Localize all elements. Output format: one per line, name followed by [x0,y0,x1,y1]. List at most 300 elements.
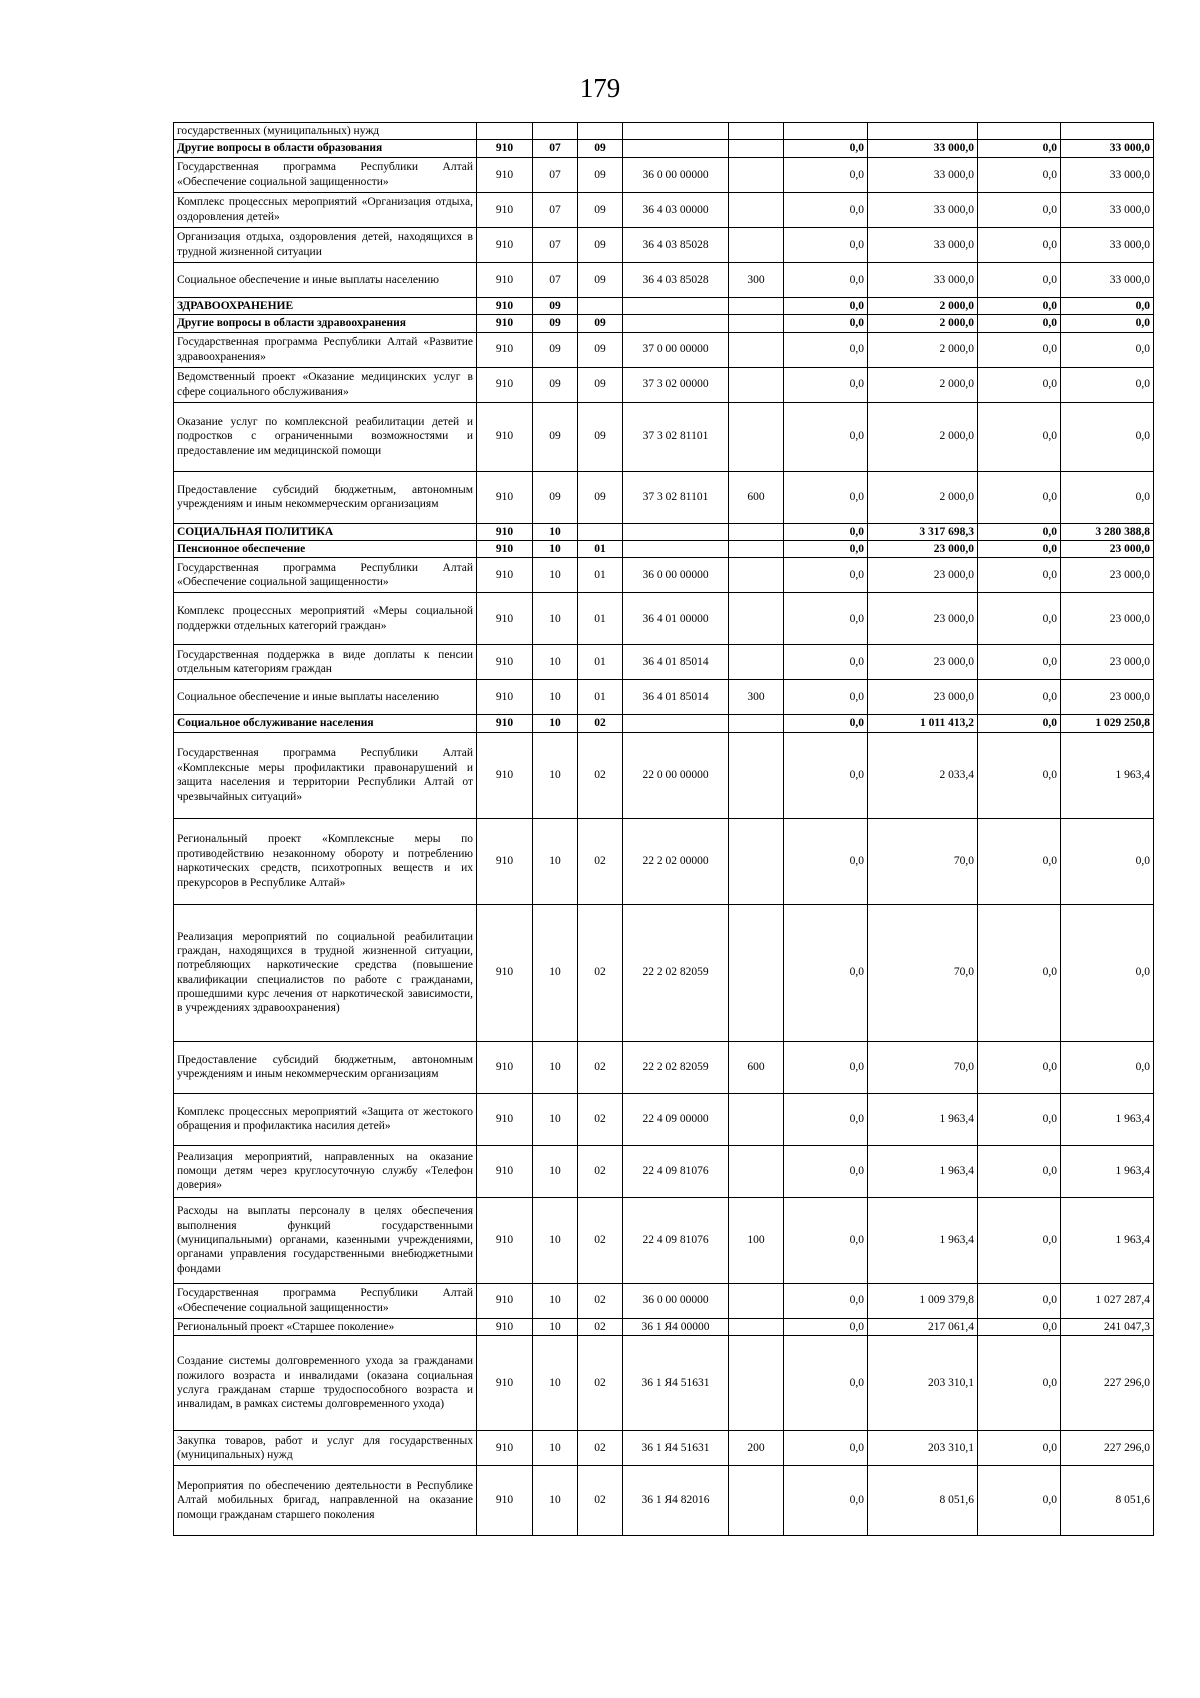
row-target-article-cell: 36 1 Я4 00000 [623,1318,729,1335]
row-grbs-cell: 910 [477,645,533,680]
row-name-cell: Комплекс процессных мероприятий «Меры социальной поддержки отдельных категорий граждан» [174,593,477,645]
row-expense-type-cell [729,1318,784,1335]
row-section-cell: 10 [533,558,578,593]
row-value-3-cell: 0,0 [978,1336,1061,1431]
row-value-1-cell: 0,0 [784,1041,868,1093]
row-expense-type-cell: 300 [729,262,784,297]
row-name-cell: Реализация мероприятий по социальной реабилитации граждан, находящихся в трудной жизненной ситуации, потребляющих наркотические средства (повышение квалификации специалистов по работе с гражданами, прошедшими курс лечения от наркотической зависимости, в учреждениях здравоохранения) [174,904,477,1041]
row-name-cell: Предоставление субсидий бюджетным, автономным учреждениям и иным некоммерческим организациям [174,1041,477,1093]
row-value-4-cell: 1 963,4 [1061,1145,1154,1197]
row-value-1-cell: 0,0 [784,818,868,904]
row-value-3-cell: 0,0 [978,192,1061,227]
row-target-article-cell: 36 1 Я4 51631 [623,1431,729,1466]
row-value-4-cell: 33 000,0 [1061,192,1154,227]
row-grbs-cell: 910 [477,558,533,593]
row-name-cell: Другие вопросы в области здравоохранения [174,315,477,332]
row-value-3-cell: 0,0 [978,1197,1061,1283]
row-grbs-cell: 910 [477,332,533,367]
row-grbs-cell: 910 [477,1318,533,1335]
row-name-cell: Государственная программа Республики Алтай «Обеспечение социальной защищенности» [174,1283,477,1318]
row-grbs-cell: 910 [477,680,533,715]
budget-table [173,122,1154,1536]
row-value-4-cell: 23 000,0 [1061,645,1154,680]
row-section-cell: 10 [533,680,578,715]
row-value-4-cell: 1 029 250,8 [1061,715,1154,732]
row-value-2-cell: 33 000,0 [868,192,978,227]
row-value-3-cell: 0,0 [978,680,1061,715]
row-value-3-cell [978,123,1061,140]
row-section-cell: 10 [533,1336,578,1431]
row-grbs-cell: 910 [477,1431,533,1466]
row-expense-type-cell [729,818,784,904]
row-value-2-cell: 1 009 379,8 [868,1283,978,1318]
row-value-2-cell: 2 033,4 [868,732,978,818]
row-name-cell: Создание системы долговременного ухода за гражданами пожилого возраста и инвалидами (оказана социальная услуга гражданам старше трудоспособного возраста и инвалидам, в рамках системы долговременного ухода) [174,1336,477,1431]
row-grbs-cell: 910 [477,715,533,732]
row-target-article-cell [623,297,729,314]
row-name-cell: Закупка товаров, работ и услуг для государственных (муниципальных) нужд [174,1431,477,1466]
row-target-article-cell: 36 1 Я4 82016 [623,1466,729,1536]
row-value-2-cell: 33 000,0 [868,157,978,192]
row-name-cell: Другие вопросы в области образования [174,140,477,157]
row-expense-type-cell [729,157,784,192]
row-value-4-cell: 1 963,4 [1061,1093,1154,1145]
row-subsection-cell: 02 [578,715,623,732]
row-name-cell: Расходы на выплаты персоналу в целях обеспечения выполнения функций государственными (муниципальными) органами, казенными учреждениями, органами управления государственными внебюджетными фондами [174,1197,477,1283]
row-target-article-cell: 36 4 03 85028 [623,262,729,297]
table-row [174,540,1154,557]
row-value-3-cell: 0,0 [978,558,1061,593]
row-section-cell: 10 [533,1145,578,1197]
row-value-1-cell: 0,0 [784,402,868,471]
table-row [174,192,1154,227]
row-expense-type-cell [729,904,784,1041]
row-section-cell: 07 [533,140,578,157]
row-value-4-cell: 227 296,0 [1061,1431,1154,1466]
row-name-cell: государственных (муниципальных) нужд [174,123,477,140]
row-name-cell: Реализация мероприятий, направленных на оказание помощи детям через круглосуточную службу «Телефон доверия» [174,1145,477,1197]
row-name-cell: Региональный проект «Комплексные меры по противодействию незаконному обороту и потреблению наркотических средств, психотропных веществ и их прекурсоров в Республике Алтай» [174,818,477,904]
row-target-article-cell: 36 4 01 85014 [623,680,729,715]
row-target-article-cell: 22 0 00 00000 [623,732,729,818]
row-value-4-cell: 1 027 287,4 [1061,1283,1154,1318]
row-subsection-cell: 01 [578,645,623,680]
row-target-article-cell: 36 4 03 85028 [623,227,729,262]
table-row [174,1283,1154,1318]
row-grbs-cell: 910 [477,732,533,818]
row-subsection-cell: 02 [578,1466,623,1536]
row-expense-type-cell: 100 [729,1197,784,1283]
row-value-1-cell: 0,0 [784,332,868,367]
row-value-3-cell: 0,0 [978,157,1061,192]
row-expense-type-cell [729,1145,784,1197]
table-row [174,315,1154,332]
row-name-cell: Комплекс процессных мероприятий «Защита от жестокого обращения и профилактика насилия детей» [174,1093,477,1145]
table-row [174,732,1154,818]
row-section-cell: 10 [533,904,578,1041]
row-value-2-cell: 2 000,0 [868,297,978,314]
row-value-3-cell: 0,0 [978,904,1061,1041]
row-value-3-cell: 0,0 [978,1041,1061,1093]
row-value-2-cell: 70,0 [868,1041,978,1093]
row-expense-type-cell [729,123,784,140]
row-value-4-cell: 0,0 [1061,818,1154,904]
row-expense-type-cell [729,1336,784,1431]
table-row [174,402,1154,471]
row-expense-type-cell [729,1466,784,1536]
row-subsection-cell: 09 [578,157,623,192]
row-value-1-cell: 0,0 [784,1145,868,1197]
row-section-cell: 09 [533,402,578,471]
row-grbs-cell: 910 [477,471,533,523]
row-value-4-cell: 1 963,4 [1061,1197,1154,1283]
row-value-4-cell: 241 047,3 [1061,1318,1154,1335]
row-target-article-cell: 36 0 00 00000 [623,1283,729,1318]
row-expense-type-cell [729,1093,784,1145]
row-section-cell: 09 [533,332,578,367]
row-subsection-cell: 09 [578,471,623,523]
row-subsection-cell: 01 [578,540,623,557]
row-target-article-cell [623,123,729,140]
row-value-4-cell: 33 000,0 [1061,227,1154,262]
row-value-3-cell: 0,0 [978,315,1061,332]
row-grbs-cell: 910 [477,140,533,157]
row-value-2-cell: 33 000,0 [868,227,978,262]
row-subsection-cell: 02 [578,1041,623,1093]
row-grbs-cell: 910 [477,297,533,314]
table-row [174,645,1154,680]
row-value-3-cell: 0,0 [978,140,1061,157]
row-expense-type-cell [729,1283,784,1318]
row-name-cell: Предоставление субсидий бюджетным, автономным учреждениям и иным некоммерческим организациям [174,471,477,523]
row-section-cell: 10 [533,1318,578,1335]
row-value-1-cell: 0,0 [784,1283,868,1318]
row-target-article-cell [623,140,729,157]
row-value-2-cell: 2 000,0 [868,332,978,367]
row-value-1-cell: 0,0 [784,227,868,262]
row-value-3-cell: 0,0 [978,1283,1061,1318]
row-grbs-cell: 910 [477,1336,533,1431]
row-value-1-cell: 0,0 [784,367,868,402]
row-target-article-cell: 36 4 01 00000 [623,593,729,645]
table-row [174,262,1154,297]
table-row [174,558,1154,593]
row-section-cell: 10 [533,1197,578,1283]
row-value-1-cell: 0,0 [784,1336,868,1431]
row-value-3-cell: 0,0 [978,227,1061,262]
row-value-1-cell: 0,0 [784,732,868,818]
row-value-2-cell: 23 000,0 [868,645,978,680]
row-section-cell: 10 [533,645,578,680]
row-subsection-cell: 02 [578,1283,623,1318]
row-value-1-cell: 0,0 [784,1431,868,1466]
row-subsection-cell: 01 [578,593,623,645]
row-expense-type-cell [729,227,784,262]
row-value-3-cell: 0,0 [978,1145,1061,1197]
row-grbs-cell: 910 [477,523,533,540]
table-row [174,904,1154,1041]
row-value-2-cell: 23 000,0 [868,540,978,557]
row-section-cell: 09 [533,471,578,523]
row-section-cell: 09 [533,297,578,314]
table-row [174,227,1154,262]
row-value-3-cell: 0,0 [978,732,1061,818]
row-expense-type-cell: 200 [729,1431,784,1466]
row-value-4-cell: 3 280 388,8 [1061,523,1154,540]
row-value-4-cell: 0,0 [1061,904,1154,1041]
row-value-2-cell: 70,0 [868,818,978,904]
row-value-4-cell: 33 000,0 [1061,157,1154,192]
row-section-cell: 07 [533,262,578,297]
row-grbs-cell: 910 [477,1145,533,1197]
row-value-3-cell: 0,0 [978,540,1061,557]
row-target-article-cell: 22 2 02 82059 [623,904,729,1041]
row-subsection-cell: 02 [578,1145,623,1197]
row-value-2-cell: 1 963,4 [868,1093,978,1145]
row-target-article-cell: 36 4 01 85014 [623,645,729,680]
row-section-cell: 10 [533,540,578,557]
row-value-3-cell: 0,0 [978,715,1061,732]
row-value-2-cell: 33 000,0 [868,262,978,297]
row-grbs-cell: 910 [477,367,533,402]
row-value-2-cell: 70,0 [868,904,978,1041]
row-value-2-cell: 1 963,4 [868,1197,978,1283]
row-subsection-cell [578,297,623,314]
row-target-article-cell: 37 3 02 81101 [623,402,729,471]
row-value-1-cell: 0,0 [784,1318,868,1335]
table-row [174,1466,1154,1536]
row-target-article-cell: 37 0 00 00000 [623,332,729,367]
row-value-2-cell: 1 963,4 [868,1145,978,1197]
row-expense-type-cell [729,540,784,557]
row-grbs-cell [477,123,533,140]
row-name-cell: Комплекс процессных мероприятий «Организация отдыха, оздоровления детей» [174,192,477,227]
table-row [174,297,1154,314]
row-section-cell: 10 [533,1041,578,1093]
row-subsection-cell: 02 [578,904,623,1041]
row-grbs-cell: 910 [477,227,533,262]
row-expense-type-cell [729,645,784,680]
row-grbs-cell: 910 [477,904,533,1041]
row-value-1-cell: 0,0 [784,715,868,732]
row-name-cell: Социальное обеспечение и иные выплаты населению [174,262,477,297]
row-value-4-cell: 0,0 [1061,1041,1154,1093]
table-row [174,471,1154,523]
row-expense-type-cell [729,297,784,314]
row-value-1-cell: 0,0 [784,471,868,523]
row-section-cell: 10 [533,1466,578,1536]
row-value-1-cell: 0,0 [784,262,868,297]
row-name-cell: Мероприятия по обеспечению деятельности в Республике Алтай мобильных бригад, направленной на оказание помощи гражданам старшего поколения [174,1466,477,1536]
row-expense-type-cell [729,140,784,157]
row-grbs-cell: 910 [477,402,533,471]
row-target-article-cell: 36 0 00 00000 [623,558,729,593]
row-section-cell: 10 [533,523,578,540]
row-grbs-cell: 910 [477,315,533,332]
row-target-article-cell: 22 2 02 00000 [623,818,729,904]
row-expense-type-cell [729,402,784,471]
row-name-cell: СОЦИАЛЬНАЯ ПОЛИТИКА [174,523,477,540]
row-value-2-cell: 8 051,6 [868,1466,978,1536]
row-value-3-cell: 0,0 [978,367,1061,402]
row-subsection-cell: 02 [578,1197,623,1283]
row-name-cell: Государственная поддержка в виде доплаты к пенсии отдельным категориям граждан [174,645,477,680]
row-target-article-cell [623,523,729,540]
row-value-4-cell: 0,0 [1061,332,1154,367]
row-grbs-cell: 910 [477,1093,533,1145]
row-expense-type-cell [729,558,784,593]
row-subsection-cell: 09 [578,315,623,332]
row-target-article-cell: 36 1 Я4 51631 [623,1336,729,1431]
row-value-4-cell: 23 000,0 [1061,540,1154,557]
row-section-cell: 09 [533,367,578,402]
table-row [174,715,1154,732]
row-value-4-cell: 23 000,0 [1061,558,1154,593]
row-expense-type-cell [729,593,784,645]
row-value-2-cell: 2 000,0 [868,471,978,523]
row-name-cell: Региональный проект «Старшее поколение» [174,1318,477,1335]
row-value-3-cell: 0,0 [978,645,1061,680]
page-number: 179 [579,73,621,103]
row-value-4-cell: 0,0 [1061,315,1154,332]
table-row [174,157,1154,192]
row-target-article-cell: 37 3 02 81101 [623,471,729,523]
row-section-cell: 10 [533,593,578,645]
row-name-cell: Социальное обслуживание населения [174,715,477,732]
table-row [174,1197,1154,1283]
row-subsection-cell: 02 [578,818,623,904]
row-section-cell: 07 [533,227,578,262]
row-value-1-cell: 0,0 [784,1093,868,1145]
row-value-1-cell: 0,0 [784,904,868,1041]
row-subsection-cell: 09 [578,192,623,227]
row-value-1-cell: 0,0 [784,1197,868,1283]
row-value-4-cell: 0,0 [1061,297,1154,314]
row-name-cell: Организация отдыха, оздоровления детей, находящихся в трудной жизненной ситуации [174,227,477,262]
table-row [174,1431,1154,1466]
row-expense-type-cell: 600 [729,1041,784,1093]
row-grbs-cell: 910 [477,157,533,192]
table-row [174,367,1154,402]
row-value-2-cell: 33 000,0 [868,140,978,157]
row-subsection-cell: 01 [578,680,623,715]
row-section-cell [533,123,578,140]
row-expense-type-cell [729,192,784,227]
row-value-4-cell: 23 000,0 [1061,593,1154,645]
row-value-3-cell: 0,0 [978,1093,1061,1145]
row-grbs-cell: 910 [477,192,533,227]
row-value-4-cell: 0,0 [1061,402,1154,471]
row-value-3-cell: 0,0 [978,402,1061,471]
row-value-2-cell: 217 061,4 [868,1318,978,1335]
row-value-4-cell: 1 963,4 [1061,732,1154,818]
row-expense-type-cell [729,315,784,332]
row-value-2-cell: 2 000,0 [868,402,978,471]
table-row [174,818,1154,904]
row-value-3-cell: 0,0 [978,818,1061,904]
row-value-1-cell: 0,0 [784,558,868,593]
row-value-3-cell: 0,0 [978,1466,1061,1536]
row-expense-type-cell: 300 [729,680,784,715]
row-value-3-cell: 0,0 [978,1431,1061,1466]
row-expense-type-cell: 600 [729,471,784,523]
row-value-1-cell: 0,0 [784,157,868,192]
table-row [174,593,1154,645]
table-row [174,332,1154,367]
row-value-2-cell [868,123,978,140]
row-value-4-cell: 33 000,0 [1061,140,1154,157]
row-expense-type-cell [729,715,784,732]
row-value-3-cell: 0,0 [978,297,1061,314]
row-value-1-cell: 0,0 [784,297,868,314]
row-target-article-cell: 36 4 03 00000 [623,192,729,227]
row-expense-type-cell [729,732,784,818]
row-value-2-cell: 23 000,0 [868,680,978,715]
row-grbs-cell: 910 [477,1041,533,1093]
row-name-cell: Государственная программа Республики Алтай «Развитие здравоохранения» [174,332,477,367]
row-target-article-cell: 36 0 00 00000 [623,157,729,192]
row-value-3-cell: 0,0 [978,523,1061,540]
row-value-1-cell: 0,0 [784,523,868,540]
row-grbs-cell: 910 [477,1197,533,1283]
row-name-cell: Социальное обеспечение и иные выплаты населению [174,680,477,715]
row-value-1-cell: 0,0 [784,645,868,680]
row-subsection-cell: 09 [578,367,623,402]
row-name-cell: Государственная программа Республики Алтай «Комплексные меры профилактики правонарушений и защита населения и территории Республики Алтай от чрезвычайных ситуаций» [174,732,477,818]
row-value-3-cell: 0,0 [978,471,1061,523]
row-value-1-cell: 0,0 [784,540,868,557]
row-subsection-cell: 02 [578,732,623,818]
row-grbs-cell: 910 [477,818,533,904]
row-section-cell: 10 [533,1093,578,1145]
table-row [174,1041,1154,1093]
row-value-4-cell: 227 296,0 [1061,1336,1154,1431]
row-section-cell: 10 [533,732,578,818]
row-grbs-cell: 910 [477,540,533,557]
row-subsection-cell [578,523,623,540]
row-value-2-cell: 3 317 698,3 [868,523,978,540]
row-subsection-cell: 09 [578,332,623,367]
budget-table-body [174,123,1154,1536]
row-value-2-cell: 23 000,0 [868,558,978,593]
row-section-cell: 07 [533,157,578,192]
row-grbs-cell: 910 [477,1466,533,1536]
row-value-4-cell [1061,123,1154,140]
row-section-cell: 10 [533,1283,578,1318]
row-section-cell: 10 [533,1431,578,1466]
row-subsection-cell: 02 [578,1336,623,1431]
row-value-4-cell: 23 000,0 [1061,680,1154,715]
row-section-cell: 10 [533,715,578,732]
table-row [174,123,1154,140]
row-value-4-cell: 0,0 [1061,367,1154,402]
row-value-3-cell: 0,0 [978,262,1061,297]
table-row [174,1145,1154,1197]
row-target-article-cell [623,540,729,557]
row-subsection-cell: 01 [578,558,623,593]
row-target-article-cell: 22 4 09 81076 [623,1145,729,1197]
table-row [174,1336,1154,1431]
row-grbs-cell: 910 [477,593,533,645]
row-value-3-cell: 0,0 [978,1318,1061,1335]
table-row [174,1318,1154,1335]
row-value-2-cell: 1 011 413,2 [868,715,978,732]
row-subsection-cell: 09 [578,140,623,157]
row-name-cell: Пенсионное обеспечение [174,540,477,557]
row-value-1-cell: 0,0 [784,140,868,157]
row-target-article-cell [623,715,729,732]
row-value-3-cell: 0,0 [978,593,1061,645]
